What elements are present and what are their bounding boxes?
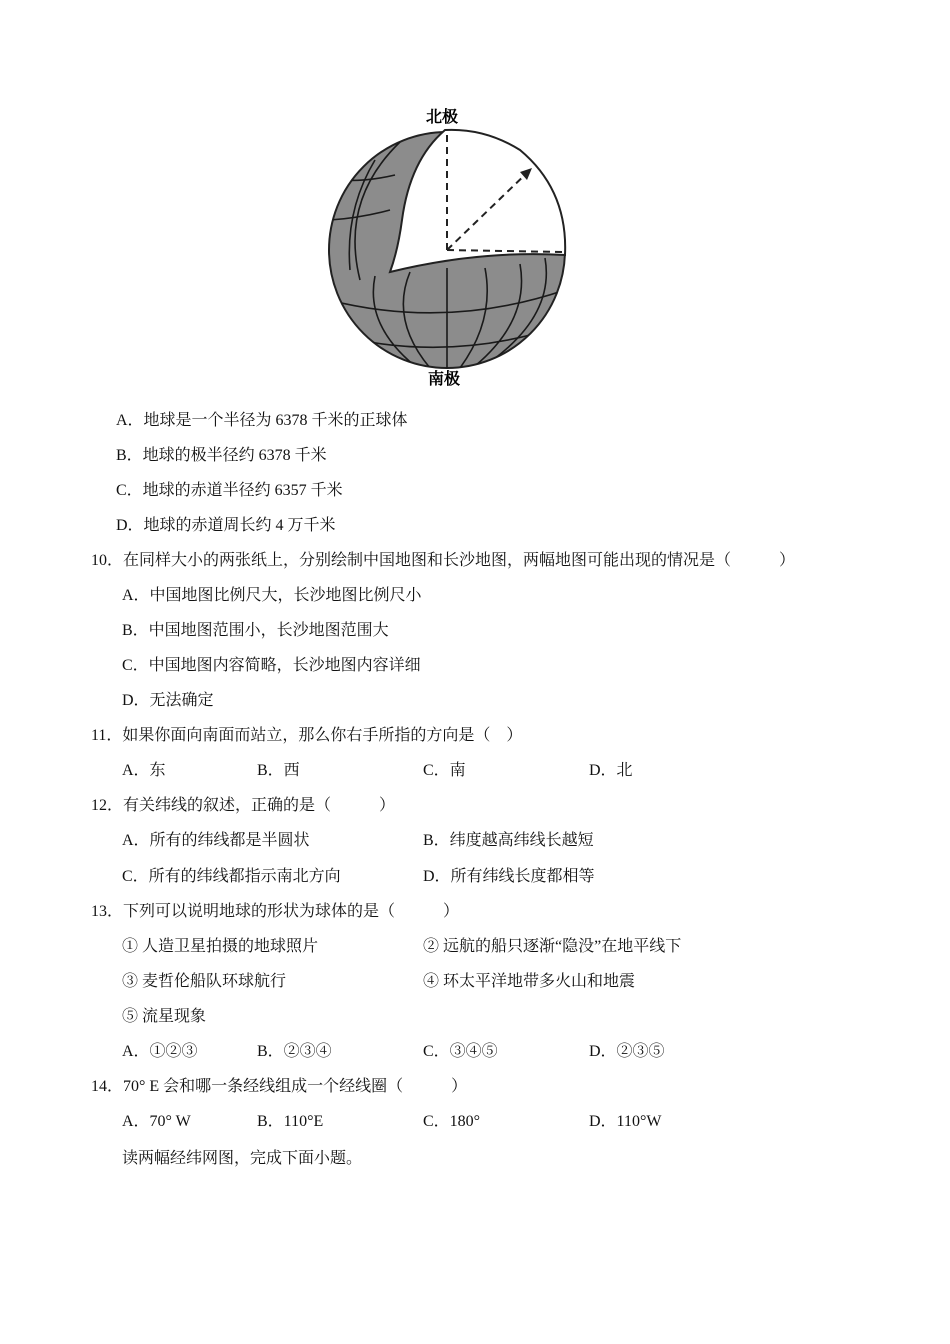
q12-option-a: A．所有的纬线都是半圆状 xyxy=(122,832,310,849)
south-pole-label: 南极 xyxy=(428,369,461,388)
q13-option-d: D．②③⑤ xyxy=(589,1043,665,1060)
q13-item-2: ② 远航的船只逐渐“隐没”在地平线下 xyxy=(423,938,682,955)
globe-diagram xyxy=(320,100,640,390)
q11-option-b: B．西 xyxy=(257,762,300,779)
q14-option-b: B．110°E xyxy=(257,1113,324,1130)
q13-item-4: ④ 环太平洋地带多火山和地震 xyxy=(423,973,636,990)
q13-option-c: C．③④⑤ xyxy=(423,1043,498,1060)
q11-option-a: A．东 xyxy=(122,762,166,779)
q14-option-a: A．70° W xyxy=(122,1113,191,1130)
q13-item-3: ③ 麦哲伦船队环球航行 xyxy=(122,973,287,990)
q9-option-d: D．地球的赤道周长约 4 万千米 xyxy=(116,517,336,534)
q12-option-c: C．所有的纬线都指示南北方向 xyxy=(122,868,341,885)
q13-option-a: A．①②③ xyxy=(122,1043,198,1060)
q11-option-d: D．北 xyxy=(589,762,633,779)
north-pole-label: 北极 xyxy=(426,107,459,126)
q12-option-b: B．纬度越高纬线长越短 xyxy=(423,832,594,849)
q11-option-c: C．南 xyxy=(423,762,466,779)
q10-stem: 10．在同样大小的两张纸上，分别绘制中国地图和长沙地图，两幅地图可能出现的情况是（ ） xyxy=(91,552,796,569)
q11-stem: 11．如果你面向南面而站立，那么你右手所指的方向是（ ） xyxy=(91,727,523,744)
q9-option-b: B．地球的极半径约 6378 千米 xyxy=(116,447,327,464)
q9-option-c: C．地球的赤道半径约 6357 千米 xyxy=(116,482,343,499)
q14-stem: 14．70° E 会和哪一条经线组成一个经线圈（ ） xyxy=(91,1078,468,1095)
q10-option-a: A．中国地图比例尺大，长沙地图比例尺小 xyxy=(122,587,422,604)
q12-option-d: D．所有纬线长度都相等 xyxy=(423,868,595,885)
reading-instruction: 读两幅经纬网图，完成下面小题。 xyxy=(122,1150,363,1167)
q12-stem: 12．有关纬线的叙述，正确的是（ ） xyxy=(91,797,396,814)
q13-stem: 13．下列可以说明地球的形状为球体的是（ ） xyxy=(91,903,460,920)
q14-option-d: D．110°W xyxy=(589,1113,662,1130)
q13-item-1: ① 人造卫星拍摄的地球照片 xyxy=(122,938,319,955)
q10-option-b: B．中国地图范围小，长沙地图范围大 xyxy=(122,622,389,639)
q10-option-c: C．中国地图内容简略，长沙地图内容详细 xyxy=(122,657,421,674)
q10-option-d: D．无法确定 xyxy=(122,692,214,709)
q13-option-b: B．②③④ xyxy=(257,1043,332,1060)
q13-item-5: ⑤ 流星现象 xyxy=(122,1008,207,1025)
q14-option-c: C．180° xyxy=(423,1113,481,1130)
q9-option-a: A．地球是一个半径为 6378 千米的正球体 xyxy=(116,412,408,429)
